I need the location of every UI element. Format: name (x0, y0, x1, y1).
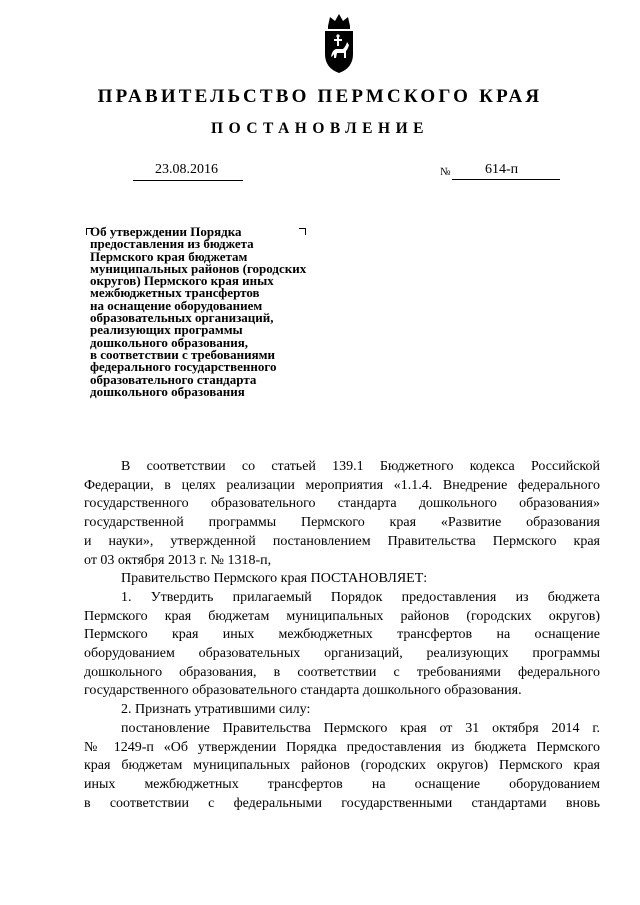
subject-line: реализующих программы (90, 322, 243, 338)
document-subject (90, 226, 340, 398)
document-number: 614-п (485, 162, 519, 177)
body-line: постановление Правительства Пермского края от 31 октября 2014 г. (121, 720, 600, 736)
subject-line: на оснащение оборудованием (90, 297, 263, 313)
body-line: дошкольного образования, в соответствии с требованиями федерального (84, 664, 600, 680)
body-line: от 03 октября 2013 г. № 1318-п, (84, 552, 272, 568)
body-line: края бюджетам муниципальных районов (городских округов) Пермского края (84, 758, 600, 774)
subject-line: межбюджетных трансфертов (90, 285, 260, 301)
subject-line: муниципальных районов (городских (90, 260, 307, 276)
subject-line: дошкольного образования, (90, 334, 249, 350)
coat-of-arms-icon (322, 12, 356, 74)
body-line: Пермского края бюджетам муниципальных районов (городских округов) (84, 608, 600, 624)
subject-line: Об утверждении Порядка (90, 224, 242, 239)
body-line: Правительство Пермского края ПОСТАНОВЛЯЕТ: (121, 571, 428, 587)
subject-line: в соответствии с требованиями (90, 346, 275, 362)
number-sign: № (440, 166, 451, 178)
number-field (452, 162, 560, 180)
body-line: в соответствии с федеральными государственными стандартами вновь (84, 795, 600, 811)
paragraph-preamble (84, 458, 600, 570)
paragraph-item-1 (84, 589, 600, 701)
body-line: № 1249-п «Об утверждении Порядка предоставления из бюджета Пермского (84, 739, 600, 755)
paragraph-repealed-act (84, 720, 600, 814)
body-line: государственного образовательного стандарта дошкольного образования» (84, 496, 600, 512)
body-line: государственной программы Пермского края «Развитие образования (84, 515, 600, 531)
body-line: государственного образовательного стандарта дошкольного образования. (84, 683, 522, 699)
body-line: В соответствии со статьей 139.1 Бюджетного кодекса Российской (121, 459, 600, 474)
body-line: 1. Утвердить прилагаемый Порядок предоставления из бюджета (121, 589, 600, 605)
subject-line: Пермского края бюджетам (90, 248, 248, 264)
document-type: ПОСТАНОВЛЕНИЕ (211, 120, 429, 137)
subject-line: образовательного стандарта (90, 371, 257, 387)
subject-line: дошкольного образования (90, 383, 245, 399)
body-line: иных межбюджетных трансфертов на оснащение оборудованием (84, 776, 600, 792)
document-body (84, 458, 600, 813)
body-line: 2. Признать утратившими силу: (121, 702, 311, 718)
document-date: 23.08.2016 (155, 162, 218, 177)
paragraph-item-2 (84, 701, 600, 720)
date-field (133, 162, 243, 181)
subject-line: округов) Пермского края иных (90, 273, 274, 289)
subject-line: образовательных организаций, (90, 310, 274, 326)
body-line: оборудованием образовательных организаций, реализующих программы (84, 646, 600, 662)
paragraph-resolves (84, 570, 600, 589)
body-line: Федерации, в целях реализации мероприятия «1.1.4. Внедрение федерального (84, 477, 600, 493)
body-line: и науки», утвержденной постановлением Правительства Пермского края (84, 533, 600, 549)
government-title: ПРАВИТЕЛЬСТВО ПЕРМСКОГО КРАЯ (97, 86, 543, 107)
subject-line: предоставления из бюджета (90, 236, 254, 252)
subject-line: федерального государственного (90, 359, 277, 375)
body-line: Пермского края иных межбюджетных трансфертов на оснащение (84, 627, 600, 643)
